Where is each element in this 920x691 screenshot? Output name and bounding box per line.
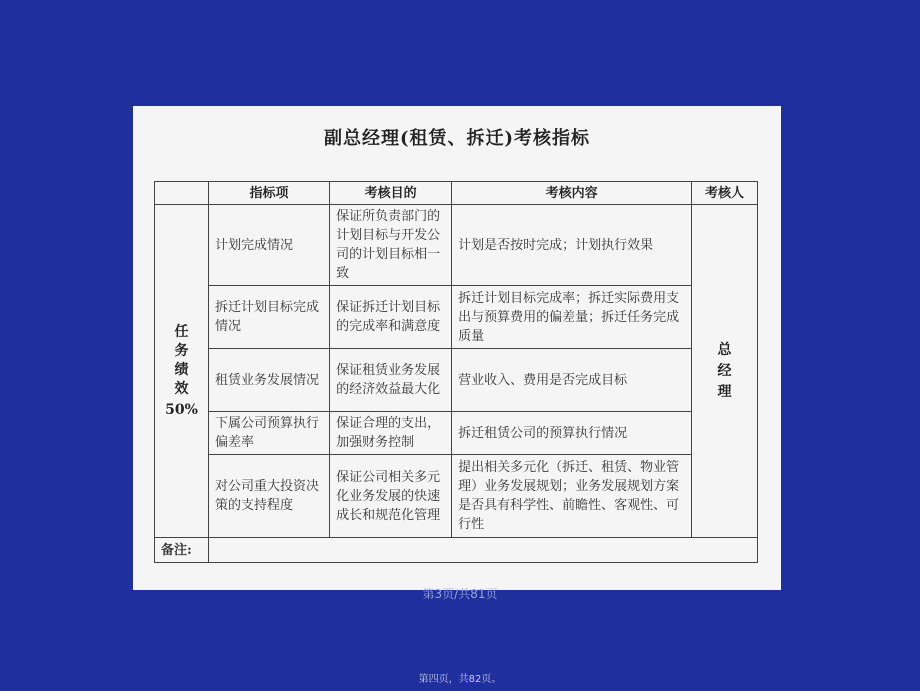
remarks-row [155, 538, 758, 563]
header-purpose: 考核目的 [330, 182, 452, 205]
assessor-cell [692, 205, 758, 538]
row-content: 提出相关多元化（拆迁、租赁、物业管理）业务发展规划；业务发展规划方案是否具有科学性、前瞻性、客观性、可行性 [452, 455, 692, 538]
kpi-table [154, 181, 758, 563]
table-row [155, 349, 758, 412]
group-cell [155, 205, 209, 538]
table-row [155, 286, 758, 349]
row-content: 营业收入、费用是否完成目标 [452, 349, 692, 412]
row-item: 下属公司预算执行偏差率 [209, 412, 330, 455]
remarks-value [209, 538, 758, 563]
document-title: 副总经理(租赁、拆迁)考核指标 [323, 128, 591, 149]
header-content: 考核内容 [452, 182, 692, 205]
remarks-label: 备注: [155, 538, 209, 563]
table-row [155, 205, 758, 286]
assessor-value: 总经理 [717, 341, 732, 400]
row-content: 计划是否按时完成；计划执行效果 [452, 205, 692, 286]
group-percent: 50% [165, 401, 198, 418]
row-item: 拆迁计划目标完成情况 [209, 286, 330, 349]
header-blank [155, 182, 209, 205]
table-header-row [155, 182, 758, 205]
row-purpose: 保证租赁业务发展的经济效益最大化 [330, 349, 452, 412]
slide-note: 第四页，共82页。 [418, 674, 502, 685]
row-content: 拆迁租赁公司的预算执行情况 [452, 412, 692, 455]
group-label: 任务绩效 [174, 323, 189, 397]
row-purpose: 保证拆迁计划目标的完成率和满意度 [330, 286, 452, 349]
table-row [155, 455, 758, 538]
header-assessor: 考核人 [692, 182, 758, 205]
row-purpose: 保证合理的支出，加强财务控制 [330, 412, 452, 455]
row-purpose: 保证公司相关多元化业务发展的快速成长和规范化管理 [330, 455, 452, 538]
header-item: 指标项 [209, 182, 330, 205]
page-indicator: 第3页/共81页 [422, 587, 498, 601]
row-item: 对公司重大投资决策的支持程度 [209, 455, 330, 538]
document-card [133, 106, 781, 590]
row-item: 计划完成情况 [209, 205, 330, 286]
row-purpose: 保证所负责部门的计划目标与开发公司的计划目标相一致 [330, 205, 452, 286]
row-content: 拆迁计划目标完成率；拆迁实际费用支出与预算费用的偏差量；拆迁任务完成质量 [452, 286, 692, 349]
row-item: 租赁业务发展情况 [209, 349, 330, 412]
table-row [155, 412, 758, 455]
